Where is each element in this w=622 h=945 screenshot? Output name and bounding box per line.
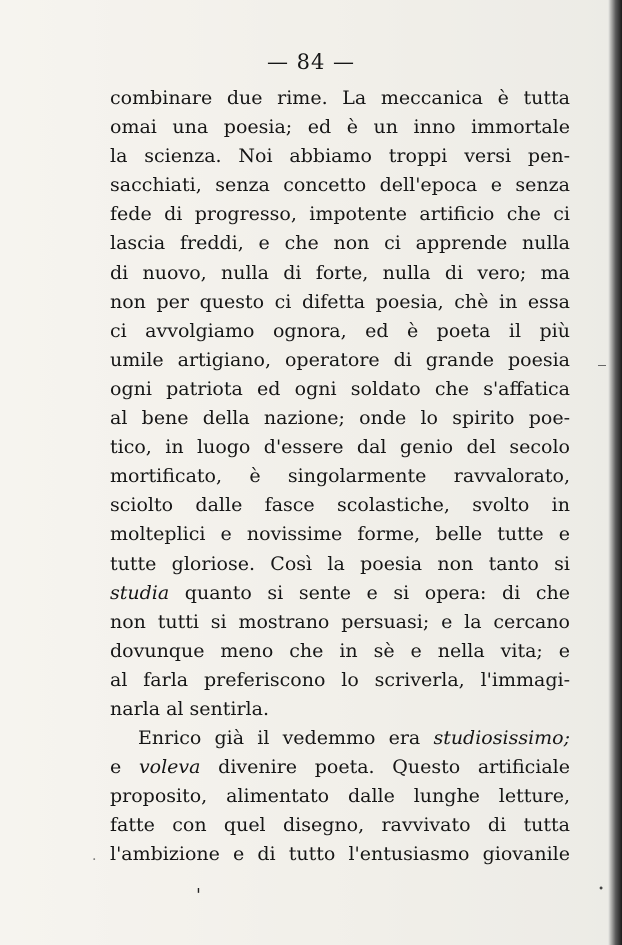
margin-tick xyxy=(598,365,606,366)
text-body xyxy=(110,84,570,870)
text-line: non per questo ci difetta poesia, chè in essa xyxy=(110,290,570,313)
text-line: sacchiati, senza concetto dell'epoca e senza xyxy=(110,174,570,197)
line-text: quanto si sente e si opera: di che xyxy=(169,581,570,604)
line-text: divenire poeta. Questo artificiale xyxy=(200,756,570,779)
print-speck: ' xyxy=(196,885,201,906)
text-line: dovunque meno che in sè e nella vita; e xyxy=(110,639,570,662)
text-line: sciolto dalle fasce scolastiche, svolto in xyxy=(110,494,570,517)
text-line: tico, in luogo d'essere dal genio del secolo xyxy=(110,436,570,459)
italic-word: studiosissimo; xyxy=(433,727,570,750)
print-speck: · xyxy=(92,852,97,868)
text-line: combinare due rime. La meccanica è tutta xyxy=(110,87,570,109)
text-line: fede di progresso, impotente artificio che ci xyxy=(110,203,570,226)
text-line xyxy=(110,724,570,753)
text-line: omai una poesia; ed è un inno immortale xyxy=(110,116,570,139)
text-line: mortificato, è singolarmente ravvalorato, xyxy=(110,465,570,488)
line-text: Enrico già il vedemmo era xyxy=(138,727,434,750)
text-line: umile artigiano, operatore di grande poesia xyxy=(110,348,570,371)
print-speck: • xyxy=(598,884,604,895)
text-line: la scienza. Noi abbiamo troppi versi pen- xyxy=(110,145,570,168)
text-line: fatte con quel disegno, ravvivato di tutta xyxy=(110,814,570,837)
text-line xyxy=(110,579,570,608)
text-line: narla al sentirla. xyxy=(110,697,270,720)
page-number: — 84 — xyxy=(266,50,356,74)
text-line: di nuovo, nulla di forte, nulla di vero; ma xyxy=(110,261,570,284)
text-line: l'ambizione e di tutto l'entusiasmo giovanile xyxy=(110,843,570,866)
text-line: al farla preferiscono lo scriverla, l'immagi- xyxy=(110,668,570,691)
italic-word: studia xyxy=(110,581,170,604)
text-line: proposito, alimentato dalle lunghe letture, xyxy=(110,785,570,808)
text-line xyxy=(110,753,570,782)
text-line: lascia freddi, e che non ci apprende nulla xyxy=(110,232,570,255)
text-line: ogni patriota ed ogni soldato che s'affatica xyxy=(110,377,570,400)
text-line: molteplici e novissime forme, belle tutte e xyxy=(110,523,570,546)
text-line: non tutti si mostrano persuasi; e la cercano xyxy=(110,610,570,633)
italic-word: voleva xyxy=(138,756,201,779)
text-line: ci avvolgiamo ognora, ed è poeta il più xyxy=(110,319,570,342)
page-edge-shadow xyxy=(608,0,622,945)
text-line: al bene della nazione; onde lo spirito poe- xyxy=(110,407,570,430)
text-line: tutte gloriose. Così la poesia non tanto si xyxy=(110,552,570,575)
line-text: e xyxy=(110,756,139,779)
